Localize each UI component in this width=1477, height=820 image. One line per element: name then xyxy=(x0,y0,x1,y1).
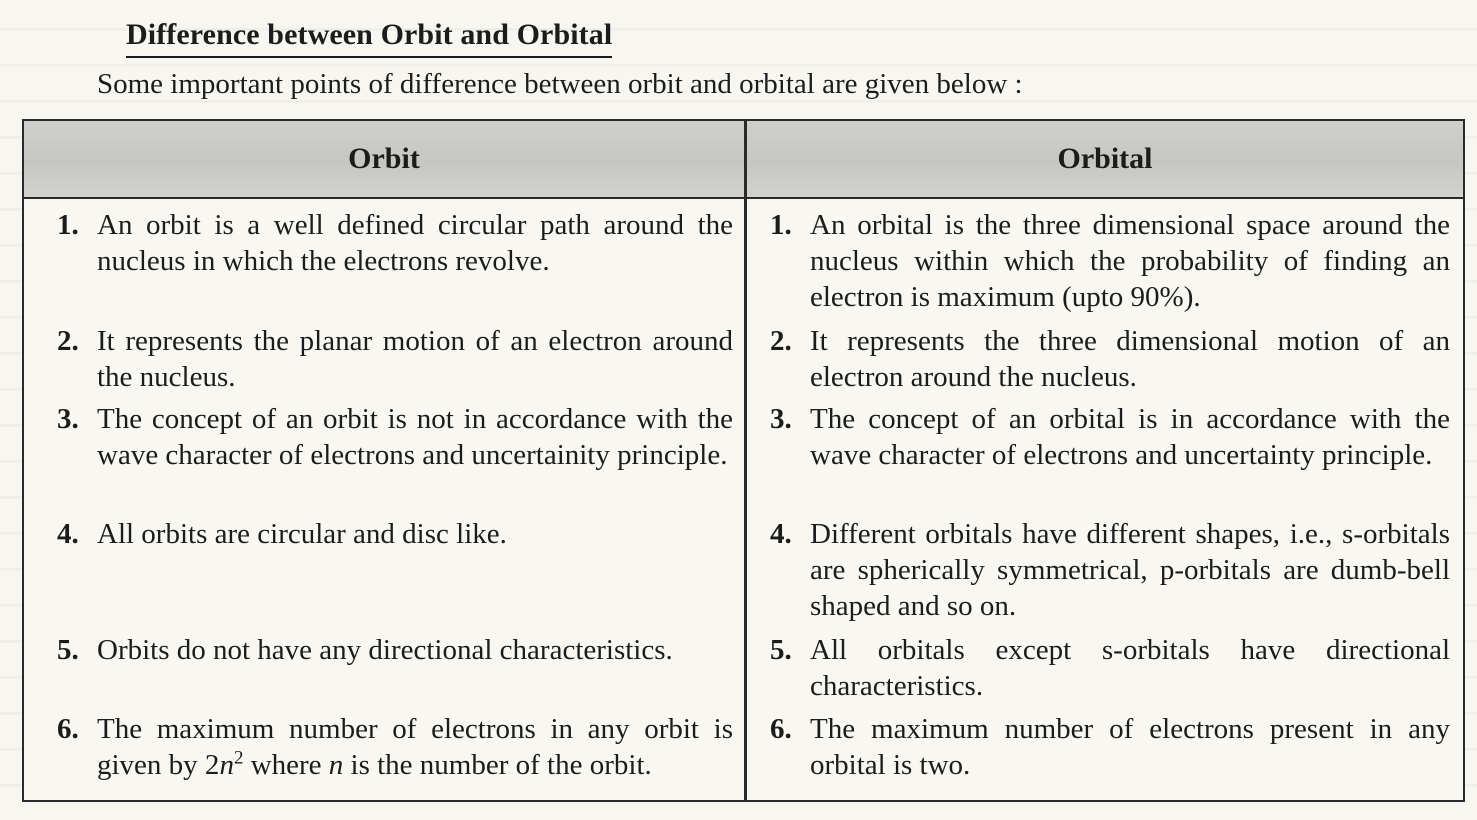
point-number: 3. xyxy=(57,403,79,435)
point-text: The maximum number of electrons present in any orbital is two. xyxy=(810,713,1450,781)
orbital-point-3 xyxy=(770,401,1450,473)
orbit-point-5 xyxy=(57,632,733,668)
section-heading: Difference between Orbit and Orbital xyxy=(126,16,612,58)
point-number: 6. xyxy=(770,713,792,745)
orbit-point-4 xyxy=(57,516,733,552)
variable-n: n xyxy=(219,749,234,781)
text-segment: The maximum number of electrons in any orbit is given by 2 xyxy=(97,713,733,781)
point-text: The concept of an orbital is in accordance with the wave character of electrons and uncertainty principle. xyxy=(810,403,1450,471)
orbit-point-2 xyxy=(57,323,733,395)
orbit-point-1 xyxy=(57,207,733,279)
orbital-point-4 xyxy=(770,516,1450,624)
orbit-point-3 xyxy=(57,401,733,473)
point-text: An orbital is the three dimensional space around the nucleus within which the probability of finding an electron is maximum (upto 90%). xyxy=(810,209,1450,313)
column-header-orbital: Orbital xyxy=(1057,142,1153,175)
point-number: 4. xyxy=(57,518,79,550)
intro-text: Some important points of difference between orbit and orbital are given below : xyxy=(97,68,1023,100)
orbital-point-2 xyxy=(770,323,1450,395)
orbit-point-6 xyxy=(57,711,733,783)
point-number: 3. xyxy=(770,403,792,435)
point-text: It represents the planar motion of an electron around the nucleus. xyxy=(97,325,733,393)
point-text: An orbit is a well defined circular path around the nucleus in which the electrons revolve. xyxy=(97,209,733,277)
point-number: 5. xyxy=(770,634,792,666)
text-segment: is the number of the orbit. xyxy=(343,749,652,781)
point-text: The concept of an orbit is not in accordance with the wave character of electrons and uncertainity principle. xyxy=(97,403,733,471)
point-number: 2. xyxy=(770,325,792,357)
point-text: All orbitals except s-orbitals have directional characteristics. xyxy=(810,634,1450,702)
point-text xyxy=(97,713,733,781)
column-header-orbit: Orbit xyxy=(348,142,420,175)
point-number: 1. xyxy=(57,209,79,241)
point-number: 1. xyxy=(770,209,792,241)
text-segment: where xyxy=(243,749,329,781)
orbital-point-5 xyxy=(770,632,1450,704)
comparison-table xyxy=(22,119,1465,802)
exponent: 2 xyxy=(233,747,244,769)
point-number: 6. xyxy=(57,713,79,745)
point-text: Different orbitals have different shapes, i.e., s-orbitals are spherically symmetrical, p-orbitals are dumb-bell shaped and so on. xyxy=(810,518,1450,622)
column-divider xyxy=(744,121,747,800)
point-text: It represents the three dimensional motion of an electron around the nucleus. xyxy=(810,325,1450,393)
point-number: 5. xyxy=(57,634,79,666)
variable-n: n xyxy=(328,749,344,781)
point-number: 2. xyxy=(57,325,79,357)
point-number: 4. xyxy=(770,518,792,550)
point-text: All orbits are circular and disc like. xyxy=(97,518,507,550)
orbital-point-1 xyxy=(770,207,1450,315)
point-text: Orbits do not have any directional characteristics. xyxy=(97,634,673,666)
orbital-point-6 xyxy=(770,711,1450,783)
